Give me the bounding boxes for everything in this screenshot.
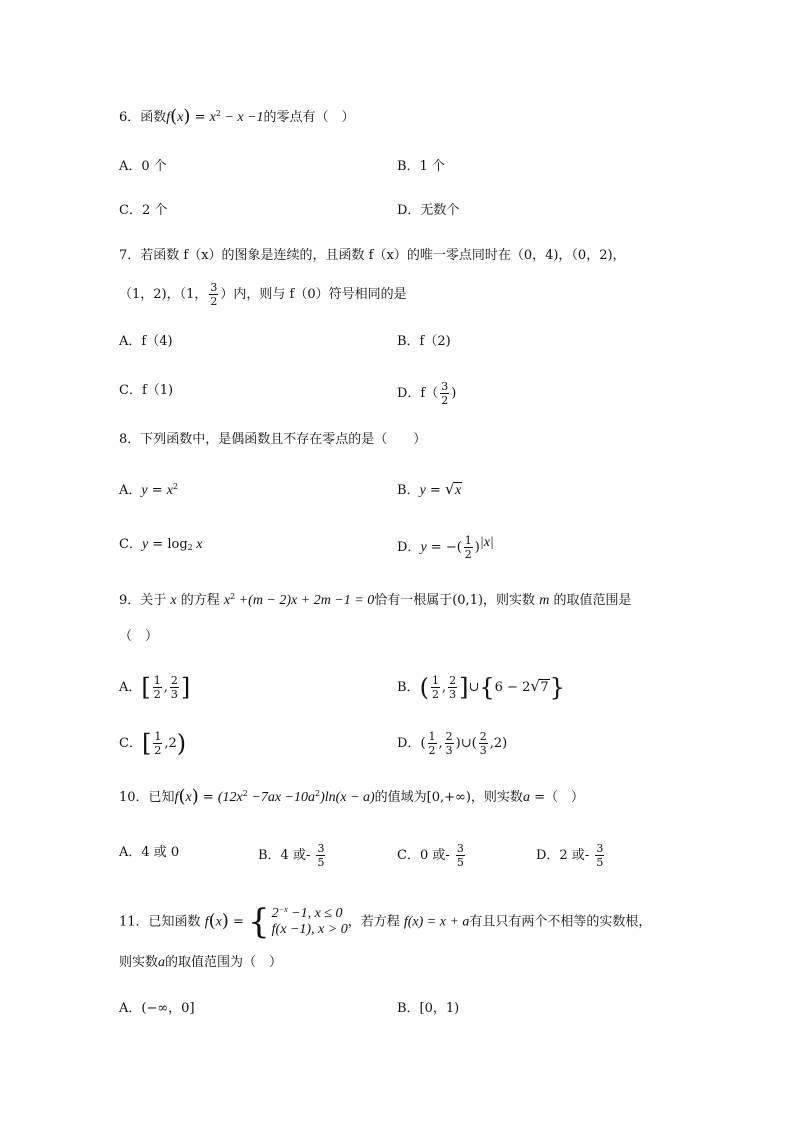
q7-line2-end: ）内，则与 f（0）符号相同的是 <box>220 287 407 302</box>
q11-case-2: f(x −1), x > 0 <box>271 922 348 937</box>
q9-c-rest: ,2 <box>164 736 177 751</box>
q7-frac-den: 2 <box>210 295 218 308</box>
q7-d-num: 3 <box>441 380 449 393</box>
q9-d-n3: 2 <box>479 730 487 743</box>
q7-d-prefix: D．f（ <box>397 386 439 401</box>
q11-case-1 <box>272 906 348 922</box>
radical-sign: √ <box>530 677 540 695</box>
q10-range: [0,+∞) <box>426 790 471 805</box>
q9-b-lparen: ( <box>419 673 429 702</box>
q6-x-base: x <box>209 110 216 125</box>
q9-b-n2: 2 <box>449 674 457 687</box>
question-8-stem: 8．下列函数中，是偶函数且不存在零点的是（ ） <box>119 432 427 447</box>
q9-a-rbracket: ] <box>180 673 191 702</box>
q10-option-c <box>397 843 467 868</box>
q7-d-suffix: ) <box>451 386 457 401</box>
q11-option-a: A．(−∞，0] <box>119 1001 195 1016</box>
q6-f: f <box>166 110 171 125</box>
q10-d-den: 5 <box>596 856 604 869</box>
q9-b-frac2 <box>448 675 457 700</box>
q8-option-b <box>397 481 462 501</box>
q10-pow1: 2 <box>242 789 248 798</box>
q10-d-prefix: D．2 或- <box>536 848 594 863</box>
q10-c-fraction <box>456 843 465 868</box>
q10-option-d <box>536 843 606 868</box>
q9-c-d: 2 <box>154 744 162 757</box>
q11-case1-base: 2 <box>271 906 279 921</box>
q10-f: f <box>174 790 179 805</box>
q9-b-d2: 3 <box>449 688 457 701</box>
q11-lparen: ( <box>208 910 216 932</box>
q9-b-set-expr: 6 − 2 <box>494 680 531 695</box>
q9-part-b: 的方程 <box>176 593 224 608</box>
q9-d-d1: 2 <box>428 744 436 757</box>
q9-d-end: ,2) <box>489 736 508 751</box>
q8-a-y: y <box>141 483 148 498</box>
q11-brace: { <box>248 902 270 942</box>
q6-x: x <box>177 110 184 125</box>
q8-d-fraction <box>464 535 473 560</box>
q9-option-d <box>397 731 507 756</box>
q10-c-den: 5 <box>456 856 464 869</box>
q9-b-d1: 2 <box>431 688 439 701</box>
q10-rparen: ) <box>191 786 199 807</box>
q9-a-d2: 3 <box>170 688 178 701</box>
q11-x: x <box>215 914 222 930</box>
q9-b-n1: 1 <box>431 674 439 687</box>
q9-b-radicand: 7 <box>540 680 549 695</box>
q9-interval: (0,1) <box>452 593 484 608</box>
q6-option-d: D．无数个 <box>397 203 460 218</box>
q9-c-rparen: ) <box>176 729 187 758</box>
q11-l2-end: 的取值范围为（ ） <box>165 955 283 970</box>
q6-power: 2 <box>215 109 221 118</box>
q9-eqn-power: 2 <box>230 592 236 601</box>
q7-line2-start: （1，2)，（1， <box>119 287 208 302</box>
q9-c-n: 1 <box>154 730 162 743</box>
q10-expr-a: (12x <box>217 790 243 805</box>
q11-prefix: 11．已知函数 <box>119 914 205 930</box>
q8-a-power: 2 <box>173 482 179 491</box>
q10-tail: ，则实数 <box>470 790 523 805</box>
q10-pow2: 2 <box>314 789 321 798</box>
q10-b-fraction <box>316 843 325 868</box>
q10-b-num: 3 <box>317 842 325 855</box>
q7-d-fraction <box>440 381 449 406</box>
q11-a: a <box>158 955 166 970</box>
q6-number: 6．函数 <box>119 110 167 125</box>
q9-b-prefix: B． <box>397 680 420 695</box>
q9-d-frac2 <box>445 731 454 756</box>
q10-end: =（ ） <box>529 790 584 805</box>
q7-option-b: B．f（2) <box>397 334 451 349</box>
q9-part-e: 的取值范围是 <box>549 593 632 608</box>
q9-b-rbracket: ] <box>459 673 469 702</box>
q9-c-frac <box>153 731 162 756</box>
q11-piecewise <box>248 902 348 942</box>
q10-lparen: ( <box>178 786 186 807</box>
q9-d-n1: 1 <box>428 730 436 743</box>
q9-b-lbrace: { <box>479 673 495 702</box>
q10-prefix: 10．已知 <box>119 790 175 805</box>
q6-option-a: A．0 个 <box>119 159 167 174</box>
q10-b-den: 5 <box>317 856 325 869</box>
q8-c-log: = log <box>148 537 188 552</box>
q8-d-eq: = −( <box>426 540 462 555</box>
q10-c-prefix: C．0 或- <box>397 848 454 863</box>
q9-a-comma: , <box>163 680 168 695</box>
q9-b-union: ∪ <box>468 680 480 695</box>
q9-part-d: ，则实数 <box>483 593 540 608</box>
q8-b-prefix: B． <box>397 483 420 498</box>
q9-b-sqrt <box>530 678 549 698</box>
question-10-stem <box>119 787 584 808</box>
q9-m: m <box>539 593 550 608</box>
q8-c-prefix: C． <box>119 537 142 552</box>
q10-x: x <box>185 790 192 805</box>
q9-option-c <box>119 731 186 756</box>
q10-c-num: 3 <box>456 842 464 855</box>
radical-sign: √ <box>444 480 455 498</box>
q8-d-den: 2 <box>464 548 472 561</box>
q6-tail: 的零点有（ ） <box>263 110 355 125</box>
q10-option-a: A．4 或 0 <box>119 845 180 860</box>
q8-d-num: 1 <box>464 534 472 547</box>
q11-equation: f(x) = x + a <box>403 914 470 930</box>
q9-b-frac1 <box>431 675 440 700</box>
q11-eq: = <box>228 914 249 930</box>
q8-b-sqrt <box>445 481 462 501</box>
q6-expr-rest: − x −1 <box>220 110 264 125</box>
q9-a-prefix: A． <box>119 680 142 695</box>
q9-d-lparen: ( <box>420 736 426 751</box>
question-6-stem <box>119 107 355 128</box>
q8-d-close: ) <box>474 540 480 555</box>
q9-a-lbracket: [ <box>141 673 151 702</box>
q7-option-d <box>397 381 456 406</box>
question-11-stem <box>119 902 652 942</box>
q8-d-y: y <box>420 540 427 555</box>
q9-d-frac3 <box>479 731 488 756</box>
q7-frac-num: 3 <box>210 281 218 294</box>
q9-c-prefix: C． <box>119 736 142 751</box>
q8-c-y: y <box>141 537 149 552</box>
q10-mid: 的值域为 <box>374 790 427 805</box>
q9-eqn-x: x <box>223 593 231 608</box>
question-11-line2 <box>119 953 282 973</box>
question-7-line1: 7．若函数 f（x）的图象是连续的，且函数 f（x）的唯一零点同时在（0，4)，（0，2)， <box>119 248 626 263</box>
q7-d-den: 2 <box>441 394 449 407</box>
q11-l2-start: 则实数 <box>119 955 159 970</box>
question-9-line2: （ ） <box>119 629 159 644</box>
q11-mid: ，若方程 <box>347 914 404 930</box>
q8-b-eq: = <box>425 483 445 498</box>
q11-option-b: B．[0，1) <box>397 1001 460 1016</box>
q8-c-x: x <box>192 537 203 552</box>
q11-f: f <box>204 914 209 930</box>
q10-d-num: 3 <box>596 842 604 855</box>
q10-option-b <box>258 843 327 868</box>
q9-x: x <box>170 593 177 608</box>
q8-d-prefix: D． <box>397 540 421 555</box>
q6-option-c: C．2 个 <box>119 203 168 218</box>
q9-d-n2: 2 <box>445 730 453 743</box>
q9-d-comma: , <box>438 736 443 751</box>
q8-a-prefix: A． <box>119 483 142 498</box>
q9-option-a <box>119 675 190 700</box>
q8-c-base: 2 <box>187 543 193 552</box>
q9-a-n1: 1 <box>153 674 161 687</box>
q11-case1-rest: −1, x ≤ 0 <box>287 906 343 921</box>
q9-part-c: 恰有一根属于 <box>374 593 453 608</box>
q8-b-radicand: x <box>454 483 462 498</box>
q10-expr-c: )ln(x − a) <box>320 790 375 805</box>
q6-option-b: B．1 个 <box>397 159 445 174</box>
q10-expr-b: −7ax −10a <box>247 790 315 805</box>
q6-lparen: ( <box>170 106 178 127</box>
q6-rparen: ) <box>183 106 191 127</box>
q9-part-a: 9．关于 <box>119 593 171 608</box>
q9-a-d1: 2 <box>153 688 161 701</box>
q9-eqn-rest: +(m − 2)x + 2m −1 = 0 <box>235 593 375 608</box>
q8-option-d <box>397 535 494 560</box>
q9-option-b <box>397 675 565 700</box>
q8-a-x: x <box>166 483 173 498</box>
q8-option-a <box>119 481 178 501</box>
q11-tail: 有且只有两个不相等的实数根， <box>469 914 652 930</box>
q10-b-prefix: B．4 或- <box>258 848 315 863</box>
q9-d-d2: 3 <box>445 744 453 757</box>
q11-case1-power: −x <box>278 905 288 914</box>
q9-a-n2: 2 <box>170 674 178 687</box>
q9-d-prefix: D． <box>397 736 421 751</box>
q9-a-frac1 <box>153 675 162 700</box>
q9-d-union: )∪( <box>455 736 477 751</box>
q8-a-eq: = <box>147 483 167 498</box>
q8-option-c <box>119 535 202 555</box>
q10-eq: = <box>198 790 218 805</box>
q8-b-y: y <box>419 483 426 498</box>
q10-a: a <box>522 790 530 805</box>
q9-c-lbracket: [ <box>141 729 152 758</box>
q9-a-frac2 <box>170 675 179 700</box>
q9-b-rbrace: } <box>549 673 565 702</box>
question-9-line1 <box>119 591 631 611</box>
q9-d-frac1 <box>428 731 437 756</box>
q10-d-fraction <box>595 843 604 868</box>
q9-b-comma: , <box>441 680 447 695</box>
q11-rparen: ) <box>221 910 229 932</box>
q7-fraction <box>209 282 218 307</box>
q8-d-power: |x| <box>479 535 494 550</box>
q7-option-c: C．f（1) <box>119 383 174 398</box>
q9-d-d3: 3 <box>479 744 487 757</box>
question-7-line2 <box>119 282 407 307</box>
q6-eq: = <box>190 110 210 125</box>
q7-option-a: A．f（4) <box>119 334 173 349</box>
